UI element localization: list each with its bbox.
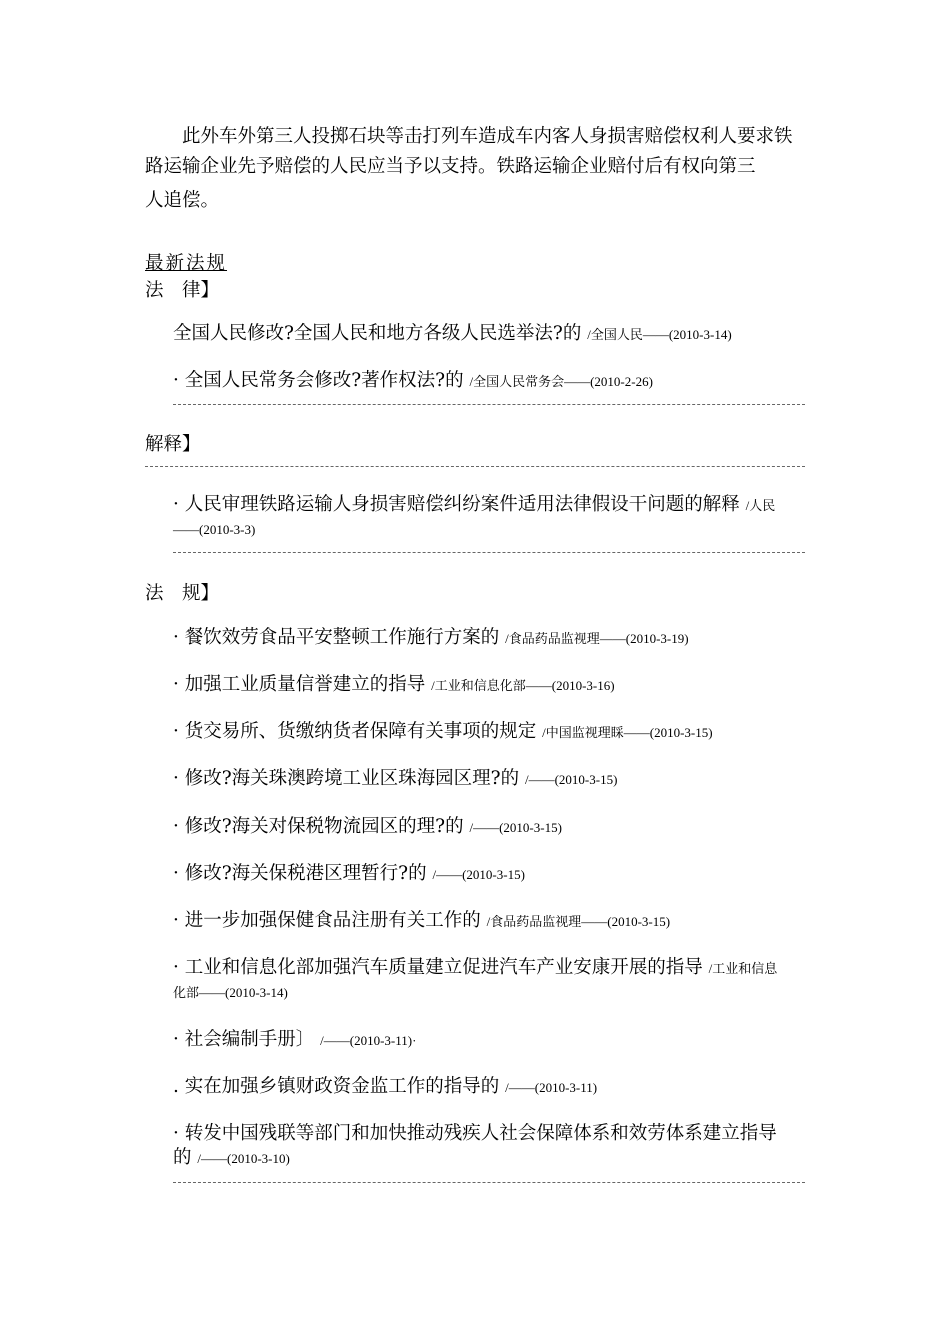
regulation-item-meta: /食品药品监视理——(2010-3-15) (486, 914, 671, 929)
interpretation-item-meta-cont: ——(2010-3-3) (173, 522, 256, 537)
law-item-title: · 全国人民常务会修改?著作权法?的 (173, 370, 470, 391)
regulation-item[interactable] (173, 1075, 805, 1100)
interpretation-item-meta: /人民 (745, 498, 776, 513)
regulation-item-title: · 修改?海关保税港区理暂行?的 (173, 863, 433, 884)
law-item-meta: /全国人民——(2010-3-14) (587, 327, 732, 342)
divider (173, 404, 805, 405)
regulation-item-title: · 货交易所、货缴纳货者保障有关事项的规定 (173, 721, 543, 742)
regulation-item-title: · 修改?海关珠澳跨境工业区珠海园区理?的 (173, 768, 525, 789)
regulation-item[interactable] (173, 673, 805, 698)
interpretation-item[interactable] (173, 493, 805, 542)
regulation-item[interactable] (173, 1028, 805, 1053)
intro-line-2: 人追偿。 (145, 190, 220, 211)
regulation-item-meta: /中国监视理睬——(2010-3-15) (542, 725, 713, 740)
regulation-item-title: · 加强工业质量信誉建立的指导 (173, 674, 432, 695)
section-regulation-heading: 法 规】 (145, 583, 220, 604)
regulation-item[interactable] (173, 767, 805, 792)
regulation-item-title: · 餐饮效劳食品平安整顿工作施行方案的 (173, 627, 506, 648)
regulation-item[interactable] (173, 1122, 805, 1171)
regulation-item-title: · 修改?海关对保税物流园区的理?的 (173, 816, 470, 837)
section-law-heading: 法 律】 (145, 280, 220, 301)
regulation-item-meta: /工业和信息 (708, 961, 778, 976)
law-item[interactable] (173, 322, 805, 347)
regulation-item[interactable] (173, 862, 805, 887)
regulation-item-title: · 转发中国残联等部门和加快推动残疾人社会保障体系和效劳体系建立指导 (173, 1123, 777, 1144)
regulation-item-title: · 进一步加强保健食品注册有关工作的 (173, 910, 487, 931)
regulation-item[interactable] (173, 909, 805, 934)
law-item-title: 全国人民修改?全国人民和地方各级人民选举法?的 (173, 323, 588, 344)
regulation-item-meta: /食品药品监视理——(2010-3-19) (505, 631, 689, 646)
regulation-item[interactable] (173, 956, 805, 1005)
law-item[interactable] (173, 369, 805, 394)
regulation-item[interactable] (173, 815, 805, 840)
regulation-item-title-cont (173, 1146, 805, 1171)
regulation-item-meta: /——(2010-3-15) (432, 867, 525, 882)
regulation-item-meta-cont: 化部——(2010-3-14) (173, 985, 288, 1000)
regulation-item-title-cont-text: 的 (173, 1147, 198, 1168)
regulation-item-meta: /——(2010-3-10) (197, 1151, 290, 1166)
divider (145, 466, 805, 467)
regulation-item-meta: /——(2010-3-15) (524, 772, 618, 787)
regulation-item-meta: /——(2010-3-11)· (320, 1033, 417, 1048)
regulation-item-meta: /——(2010-3-11) (505, 1080, 598, 1095)
regulation-item-title: · 社会编制手册〕 (173, 1029, 321, 1050)
regulation-item-title: . 实在加强乡镇财政资金监工作的指导的 (173, 1076, 506, 1097)
regulation-item[interactable] (173, 626, 805, 651)
regulation-item-meta: /工业和信息化部——(2010-3-16) (431, 678, 615, 693)
divider (173, 1182, 805, 1183)
section-interpretation-heading: 解释】 (145, 434, 201, 455)
law-item-meta: /全国人民常务会——(2010-2-26) (469, 374, 653, 389)
latest-regulations-heading[interactable]: 最新法规 (145, 253, 228, 274)
divider (173, 552, 805, 553)
regulation-item-title: · 工业和信息化部加强汽车质量建立促进汽车产业安康开展的指导 (173, 957, 709, 978)
intro-paragraph (145, 122, 805, 216)
regulation-item[interactable] (173, 720, 805, 745)
intro-line-1: 此外车外第三人投掷石块等击打列车造成车内客人身损害赔偿权利人要求铁路运输企业先予赔偿的人民应当予以支持。铁路运输企业赔付后有权向第三 (145, 126, 793, 177)
regulation-item-meta: /——(2010-3-15) (469, 820, 562, 835)
interpretation-item-title: · 人民审理铁路运输人身损害赔偿纠纷案件适用法律假设干问题的解释 (173, 494, 746, 515)
